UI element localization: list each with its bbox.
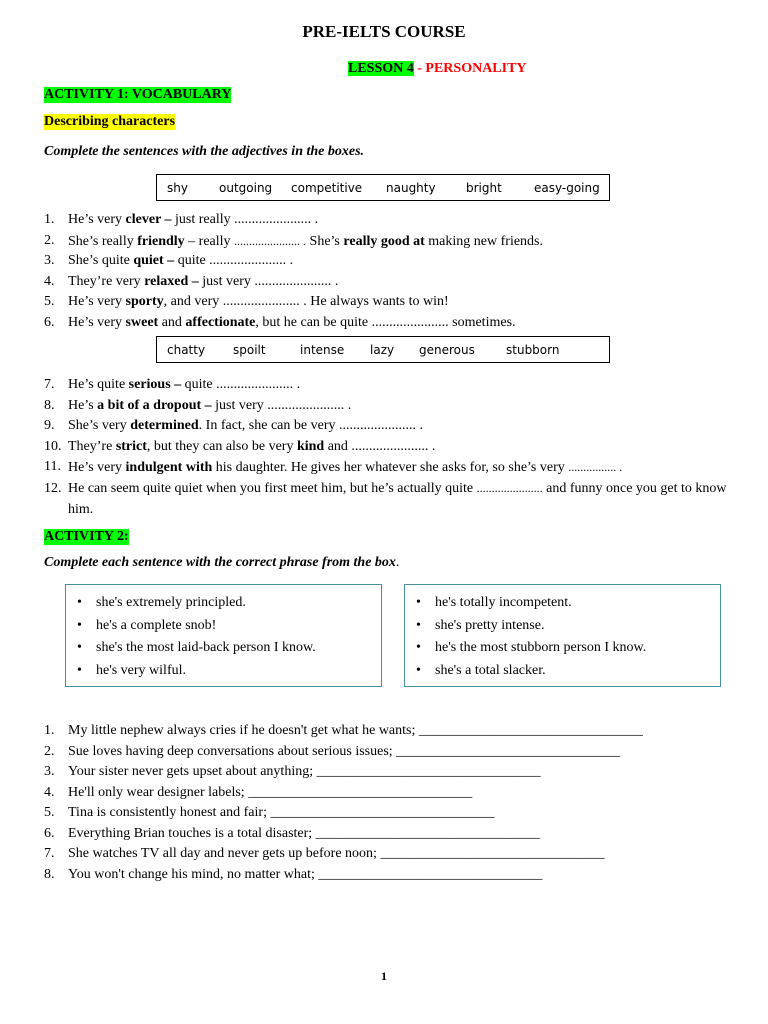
- lesson-label: LESSON 4: [348, 61, 414, 76]
- phrase-item: • he's a complete snob!: [66, 616, 381, 639]
- lesson-topic: - PERSONALITY: [413, 61, 527, 76]
- list-item: [44, 844, 734, 865]
- adjective-word: naughty: [386, 181, 436, 195]
- list-item: [44, 865, 734, 886]
- item-text: He’s very clever – just really ...................... .: [68, 212, 319, 227]
- adjective-word: intense: [300, 343, 345, 357]
- list-item: [44, 721, 734, 742]
- item-number: 11.: [44, 459, 61, 474]
- item-text: She’s really friendly – really ...................... . She’s really good at making new friends.: [68, 233, 543, 249]
- adjective-word: outgoing: [219, 181, 273, 195]
- item-text: They’re very relaxed – just very ...................... .: [68, 273, 339, 289]
- list-item: [44, 824, 734, 845]
- list-item: [44, 457, 734, 478]
- item-number: 5.: [44, 805, 55, 820]
- item-number: 7.: [44, 377, 55, 392]
- activity1-heading: ACTIVITY 1: VOCABULARY: [44, 87, 232, 102]
- adjective-word: bright: [466, 181, 502, 195]
- lesson-heading: [348, 61, 527, 77]
- phrase-item: • she's a total slacker.: [405, 661, 720, 684]
- adjective-word: spoilt: [233, 343, 266, 357]
- item-text: He’s very sweet and affectionate, but he can be quite ...................... sometimes.: [68, 314, 516, 330]
- phrase-box-right: [404, 584, 721, 687]
- activity2-instruction-period: .: [395, 555, 400, 570]
- list-item: [44, 437, 734, 458]
- phrase-item: • she's extremely principled.: [66, 593, 381, 616]
- item-number: 12.: [44, 480, 62, 496]
- item-text: They’re strict, but they can also be very kind and ...................... .: [68, 438, 436, 454]
- item-text: He'll only wear designer labels; ________________________________: [68, 784, 473, 800]
- item-number: 2.: [44, 743, 55, 759]
- list-item: [44, 231, 734, 252]
- item-number: 3.: [44, 253, 55, 268]
- list-item: [44, 272, 734, 293]
- item-text: She’s quite quiet – quite ...................... .: [68, 253, 294, 268]
- phrase-item: • he's totally incompetent.: [405, 593, 720, 616]
- list-item: [44, 742, 734, 763]
- page-title: PRE-IELTS COURSE: [302, 22, 466, 41]
- adjective-word: easy-going: [534, 181, 600, 195]
- activity2-instruction: [44, 555, 399, 571]
- item-text: He’s very indulgent with his daughter. He gives her whatever she asks for, so she’s very ................ .: [68, 460, 623, 475]
- item-number: 10.: [44, 438, 62, 454]
- sentence-list-activity2: [44, 721, 734, 885]
- item-text: Everything Brian touches is a total disaster; ________________________________: [68, 825, 540, 841]
- activity2-heading: ACTIVITY 2:: [44, 529, 129, 544]
- item-text: My little nephew always cries if he doesn't get what he wants; ________________________________: [68, 723, 643, 738]
- activity1-subheading: Describing characters: [44, 114, 176, 129]
- item-text: She’s very determined. In fact, she can be very ...................... .: [68, 418, 423, 433]
- page-number: 1: [381, 969, 387, 983]
- list-item: [44, 292, 734, 313]
- phrase-item: • she's the most laid-back person I know.: [66, 638, 381, 661]
- item-text: She watches TV all day and never gets up before noon; ________________________________: [68, 846, 605, 861]
- phrase-item: • she's pretty intense.: [405, 616, 720, 639]
- list-item: [44, 416, 734, 437]
- item-text: He’s quite serious – quite ...................... .: [68, 377, 301, 392]
- item-text: Your sister never gets upset about anything; ________________________________: [68, 764, 541, 779]
- item-text: He’s a bit of a dropout – just very ...................... .: [68, 397, 352, 413]
- adjective-word: shy: [167, 181, 188, 195]
- item-number: 2.: [44, 232, 55, 248]
- item-text: He’s very sporty, and very ...................... . He always wants to win!: [68, 294, 449, 309]
- item-number: 1.: [44, 212, 55, 227]
- list-item: [44, 251, 734, 272]
- list-item: [44, 313, 734, 334]
- phrase-item: • he's the most stubborn person I know.: [405, 638, 720, 661]
- item-number: 4.: [44, 784, 55, 800]
- item-number: 3.: [44, 764, 55, 779]
- adjective-word: competitive: [291, 181, 363, 195]
- adjective-word: stubborn: [506, 343, 560, 357]
- adjective-box-2: [156, 336, 610, 363]
- item-number: 4.: [44, 273, 55, 289]
- adjective-word: generous: [419, 343, 475, 357]
- item-text: He can seem quite quiet when you first meet him, but he’s actually quite ...................... and funny once you get to know him.: [68, 480, 727, 517]
- list-item: [44, 478, 734, 520]
- activity2-instruction-text: Complete each sentence with the correct phrase from the box: [44, 555, 396, 570]
- list-item: [44, 783, 734, 804]
- item-number: 5.: [44, 294, 55, 309]
- item-number: 7.: [44, 846, 55, 861]
- phrase-item: • he's very wilful.: [66, 661, 381, 684]
- adjective-box-1: [156, 174, 610, 201]
- adjective-word: chatty: [167, 343, 206, 357]
- item-number: 1.: [44, 723, 55, 738]
- item-number: 8.: [44, 397, 55, 413]
- list-item: [44, 762, 734, 783]
- item-number: 8.: [44, 866, 55, 882]
- item-number: 6.: [44, 314, 55, 330]
- list-item: [44, 210, 734, 231]
- item-number: 9.: [44, 418, 55, 433]
- sentence-list-b: [44, 375, 734, 520]
- item-text: You won't change his mind, no matter what; ________________________________: [68, 866, 543, 882]
- item-text: Tina is consistently honest and fair; ________________________________: [68, 805, 495, 820]
- list-item: [44, 803, 734, 824]
- list-item: [44, 375, 734, 396]
- adjective-word: lazy: [370, 343, 395, 357]
- item-number: 6.: [44, 825, 55, 841]
- list-item: [44, 396, 734, 417]
- item-text: Sue loves having deep conversations about serious issues; ________________________________: [68, 743, 621, 759]
- activity1-instruction: Complete the sentences with the adjectives in the boxes.: [44, 144, 365, 159]
- sentence-list-a: [44, 210, 734, 333]
- phrase-box-left: [65, 584, 382, 687]
